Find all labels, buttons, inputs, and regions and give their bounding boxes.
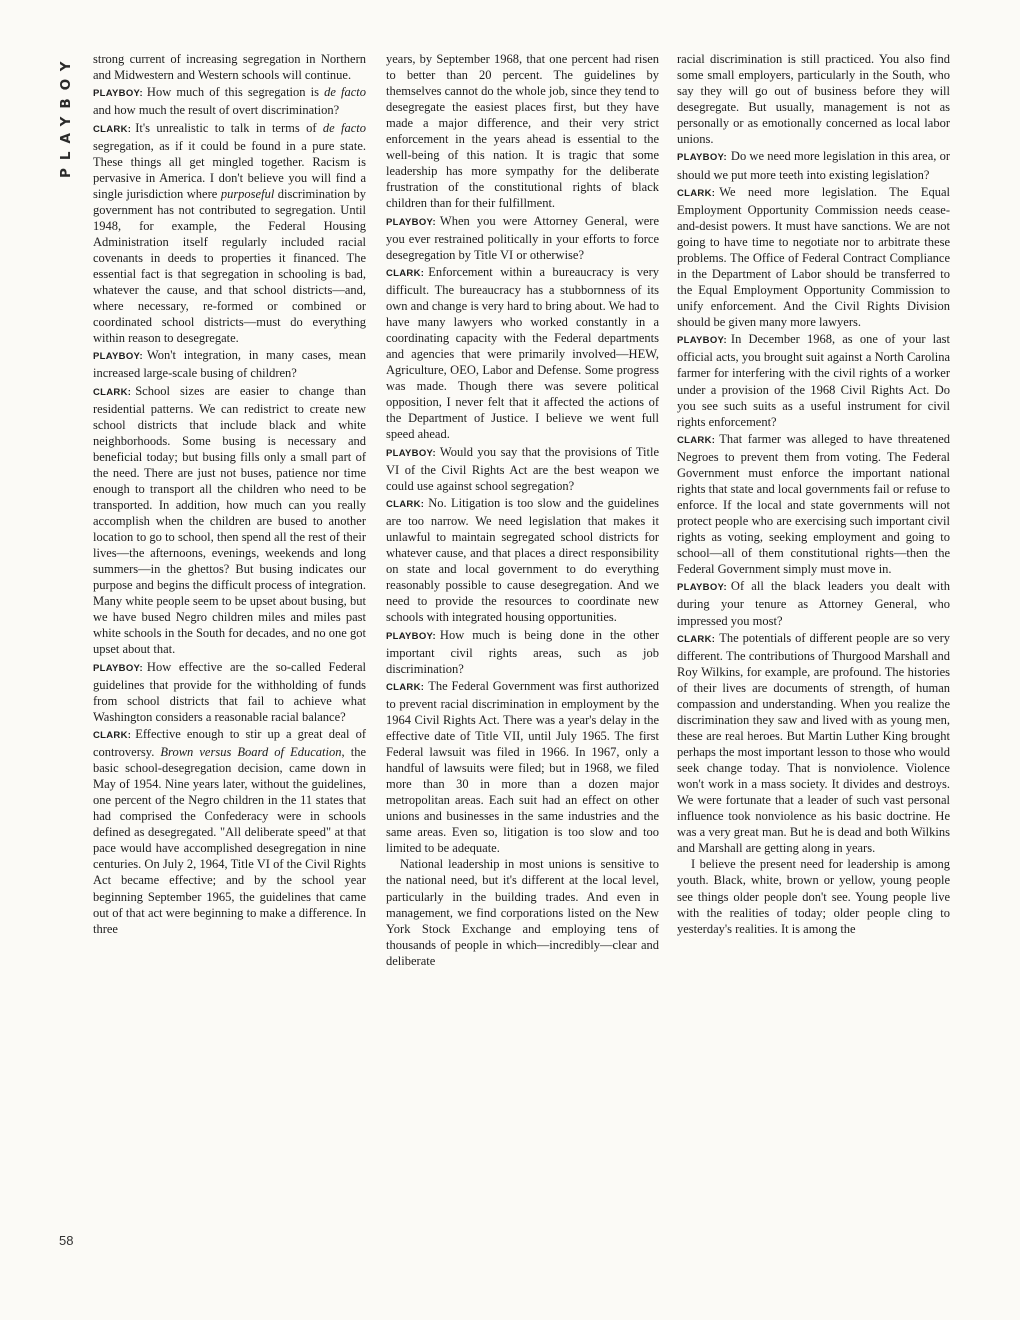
- paragraph-text: No. Litigation is too slow and the guidelines are too narrow. We need legislation that makes it unlawful to maintain segregated school districts for whatever cause, and that places a direct responsibility on state and local government to do everything reasonably possible to cause desegregation. And we need to provide the resources to coordinate new schools with integrated housing opportunities.: [386, 496, 659, 625]
- paragraph-text: School sizes are easier to change than residential patterns. We can redistrict to create new school districts that include black and white neighborhoods. Some busing is necessary and beneficial today; but busing fills only a small part of the need. There are just not buses, patience nor time enough to transport all the children who need to be transported. In addition, how much can you really accomplish when the children are bused to another location to go to school, then spend all the rest of their lives—the afternoons, evenings, weekends and long summers—in the ghettos? But busing indicates our purpose and begins the difficult process of integration. Many white people seem to be upset about busing, but we have bused Negro children miles and miles past white schools in the South for decades, and no one got upset about that.: [93, 383, 366, 657]
- question-paragraph: [93, 659, 366, 725]
- question-paragraph: [386, 444, 659, 494]
- speaker-label: PLAYBOY:: [677, 335, 727, 347]
- question-paragraph: [677, 578, 950, 628]
- speaker-label: PLAYBOY:: [677, 582, 727, 594]
- paragraph-text: That farmer was alleged to have threatened Negroes to prevent them from voting. The Federal Government must enforce the important national rights that state and local governments fail or refuse to enforce. If the local and state governments will not protect people who are exercising such important civil rights as voting, seeking employment and going to school—all of them constitutional rights—then the Federal Government simply must move in.: [677, 431, 950, 577]
- answer-paragraph: [93, 383, 366, 658]
- paragraph-text: When you were Attorney General, were you ever restrained politically in your efforts to force desegregation by Title VI or otherwise?: [386, 213, 659, 262]
- body-paragraph: National leadership in most unions is sensitive to the national need, but it's different at the local level, particularly in the building trades. And even in management, we find corporations listed on the New York Stock Exchange and employing tens of thousands of people in which—incredibly—clear and deliberate: [386, 857, 659, 968]
- masthead: PLAYBOY: [58, 54, 74, 179]
- paragraph-text: Won't integration, in many cases, mean increased large-scale busing of children?: [93, 348, 366, 381]
- speaker-label: CLARK:: [677, 434, 716, 446]
- italic-phrase: purposeful: [220, 186, 275, 201]
- continued-paragraph: racial discrimination is still practiced. You also find some small employers, particularly in the South, who say they will go out of business before they will desegregate. But usually, management is not as personally or as emotionally concerned as local labor unions.: [677, 52, 950, 147]
- question-paragraph: [93, 84, 366, 118]
- italic-phrase: de facto: [322, 120, 366, 135]
- speaker-label: PLAYBOY:: [386, 216, 436, 228]
- question-paragraph: [386, 627, 659, 677]
- speaker-label: CLARK:: [93, 730, 132, 742]
- speaker-label: PLAYBOY:: [93, 88, 143, 100]
- paragraph-text: In December 1968, as one of your last official acts, you brought suit against a North Carolina farmer for interfering with the civil rights of a worker under a provision of the 1968 Civil Rights Act. Do you see such suits as a useful instrument for civil rights enforcement?: [677, 332, 950, 429]
- paragraph-text: Would you say that the provisions of Title VI of the Civil Rights Act are the best weapon we could use against school segregation?: [386, 444, 659, 493]
- question-paragraph: [677, 331, 950, 429]
- italic-phrase: de facto: [324, 85, 366, 100]
- italic-phrase: Brown versus Board of Education: [160, 745, 342, 760]
- answer-paragraph: [386, 495, 659, 625]
- speaker-label: CLARK:: [386, 499, 425, 511]
- question-paragraph: [386, 213, 659, 263]
- continued-paragraph: years, by September 1968, that one percent had risen to better than 20 percent. The guidelines by themselves cannot do the whole job, since they tend to desegregate the easiest places first, but they have made a major difference, and their very strict enforcement in the years ahead is essential to the well-being of this nation. It is tragic that some leadership has more sympathy for the deliberate frustration of the constitutional rights of black children than for their fulfillment.: [386, 52, 659, 211]
- paragraph-text: The Federal Government was first authorized to prevent racial discrimination in employment by the 1964 Civil Rights Act. There was a year's delay in the effective date of Title VII, until July 1965. The first Federal lawsuit was filed in 1966. In 1967, only a handful of lawsuits were filed; but in 1968, we filed more than 30 in more than a dozen major metropolitan areas. Each suit had an effect on other unions and businesses in the same industries and the same areas. Even so, litigation is too slow and too limited to be adequate.: [386, 678, 659, 856]
- speaker-label: PLAYBOY:: [93, 662, 143, 674]
- column-3: [677, 51, 950, 937]
- speaker-label: PLAYBOY:: [386, 447, 436, 459]
- paragraph-text: How effective are the so-called Federal guidelines that provide for the withholding of funds from school districts that fail to achieve what Washington considers a reasonable racial balance?: [93, 659, 366, 724]
- answer-paragraph: [93, 120, 366, 347]
- paragraph-text: How much is being done in the other important civil rights areas, such as job discrimination?: [386, 627, 659, 676]
- paragraph-text: Enforcement within a bureaucracy is very difficult. The bureaucracy has a stubbornness of its own and change is very hard to bring about. We had to have many lawyers who worked constantly in a coordinating capacity with the Federal departments and agencies that were primarily involved—HEW, Agriculture, OEO, Labor and Defense. Some progress was made. Though there was severe political opposition, I never felt that it affected the actions of the Department of Justice. I believe we went full speed ahead.: [386, 264, 659, 442]
- paragraph-text: The potentials of different people are so very different. The contributions of Thurgood Marshall and Roy Wilkins, for example, are profound. The histories of their lives are documents of strength, of human compassion and understanding. When you realize the discrimination they saw and lived with as young men, these are real heroes. But Martin Luther King brought perhaps the most important lesson to those who would seek change today. That is nonviolence. Violence won't work in a mass society. It divides and destroys. We were fortunate that a leader of such vast personal influence took nonviolence as his basic doctrine. He was a very great man. But he is dead and both Wilkins and Marshall are getting along in years.: [677, 630, 950, 856]
- speaker-label: PLAYBOY:: [386, 630, 436, 642]
- answer-paragraph: [677, 431, 950, 577]
- speaker-label: CLARK:: [677, 187, 716, 199]
- answer-paragraph: [93, 726, 366, 937]
- question-paragraph: [93, 347, 366, 381]
- answer-paragraph: [386, 264, 659, 443]
- column-2: [386, 51, 659, 969]
- speaker-label: CLARK:: [386, 267, 425, 279]
- paragraph-text: It's unrealistic to talk in terms of de facto segregation, as if it could be found in a pure state. These things all get mingled together. Racism is pervasive in America. I don't believe you will find a single jurisdiction where purposeful discrimination by government has not contributed to segregation. Until 1948, for example, the Federal Housing Administration itself regularly included racial covenants in deeds to properties it financed. The essential fact is that segregation in schooling is bad, whatever the cause, and that school districts—and, where necessary, re-formed or combined or coordinated school districts—must do everything within reason to desegregate.: [93, 120, 366, 346]
- speaker-label: CLARK:: [677, 633, 716, 645]
- paragraph-text: We need more legislation. The Equal Employment Opportunity Commission needs cease-and-desist powers. It must have sanctions. We are not going to have time to negotiate nor to arbitrate these problems. The Office of Federal Contract Compliance in the Department of Labor should be transferred to the Equal Employment Opportunity Commission to unify enforcement. And the Civil Rights Division should be given many more lawyers.: [677, 184, 950, 330]
- speaker-label: PLAYBOY:: [677, 152, 727, 164]
- continued-paragraph: strong current of increasing segregation in Northern and Midwestern and Western schools will continue.: [93, 52, 366, 83]
- speaker-label: CLARK:: [93, 386, 132, 398]
- speaker-label: PLAYBOY:: [93, 351, 143, 363]
- speaker-label: CLARK:: [386, 681, 425, 693]
- speaker-label: CLARK:: [93, 123, 132, 135]
- paragraph-text: Do we need more legislation in this area, or should we put more teeth into existing legislation?: [677, 149, 950, 182]
- paragraph-text: Of all the black leaders you dealt with during your tenure as Attorney General, who impressed you most?: [677, 579, 950, 628]
- page-number: 58: [59, 1233, 74, 1248]
- question-paragraph: [677, 148, 950, 182]
- paragraph-text: How much of this segregation is de facto and how much the result of overt discrimination?: [93, 85, 366, 118]
- body-paragraph: I believe the present need for leadership is among youth. Black, white, brown or yellow, young people see things older people don't see. Young people live with the realities of today; older people cling to yesterday's realities. It is among the: [677, 857, 950, 936]
- answer-paragraph: [386, 678, 659, 857]
- column-1: [93, 51, 366, 937]
- answer-paragraph: [677, 630, 950, 857]
- paragraph-text: Effective enough to stir up a great deal of controversy. Brown versus Board of Education, the basic school-desegregation decision, came down in May of 1954. Nine years later, without the guidelines, one percent of the Negro children in the 11 states that had comprised the Confederacy were in schools defined as desegregated. "All deliberate speed" at that pace would have accomplished desegregation in nine centuries. On July 2, 1964, Title VI of the Civil Rights Act became effective; and by the school year beginning September 1965, the guidelines that came out of that act were beginning to make a difference. In three: [93, 727, 366, 936]
- answer-paragraph: [677, 184, 950, 330]
